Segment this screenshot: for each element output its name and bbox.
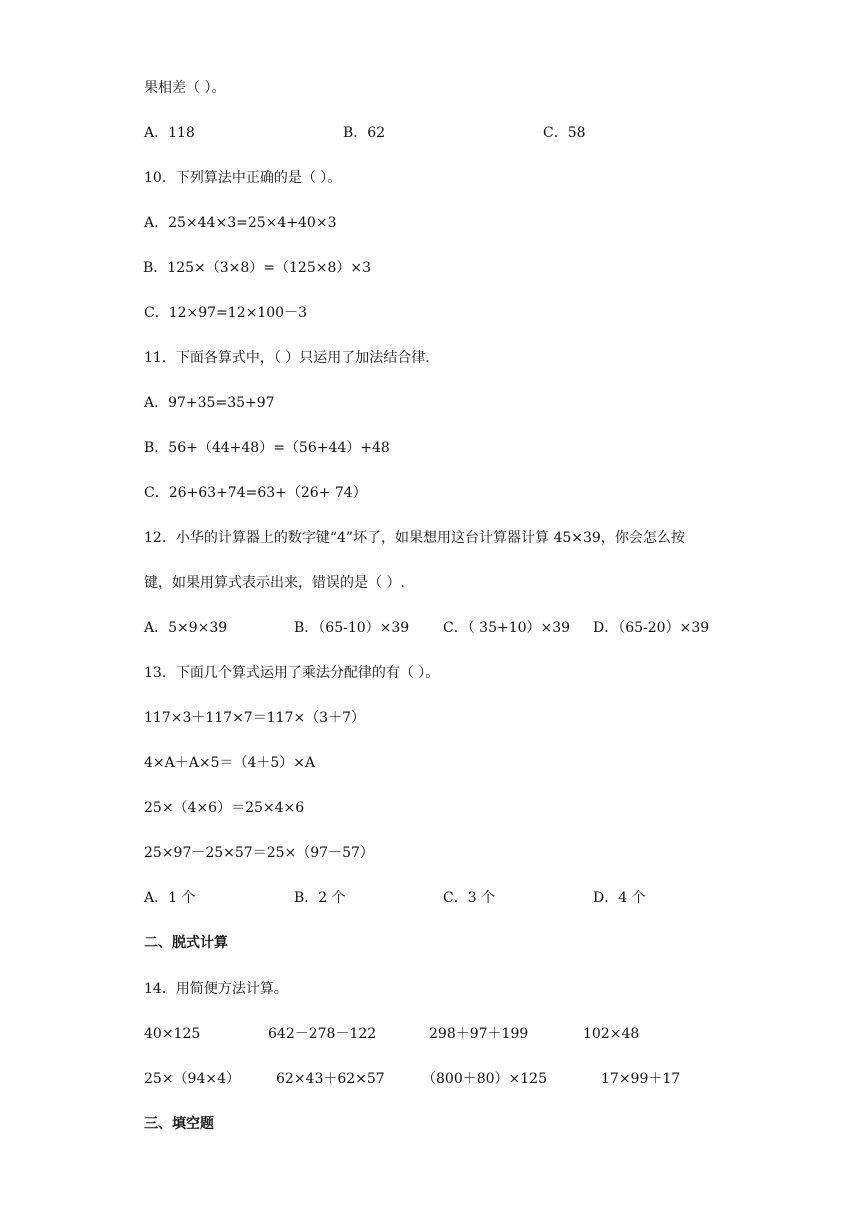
q13-expression-3: 25×（4×6）＝25×4×6 (144, 800, 305, 816)
q12-option-b: B．（65-10）×39 (294, 620, 410, 636)
section-heading-3: 三、填空题 (144, 1116, 214, 1132)
q13-expression-4: 25×97－25×57＝25×（97－57） (144, 845, 374, 861)
q11-stem: 11．下面各算式中，（ ）只运用了加法结合律． (144, 350, 440, 366)
q13-option-c: C．3 个 (443, 890, 496, 906)
q14-row2-item-1: 25×（94×4） (144, 1071, 240, 1087)
q14-row1-item-1: 40×125 (144, 1026, 201, 1042)
q13-expression-1: 117×3＋117×7＝117×（3＋7） (144, 710, 365, 726)
q9-option-b: B．62 (343, 125, 386, 141)
q11-option-a: A．97+35=35+97 (144, 395, 275, 411)
q14-row2-item-2: 62×43＋62×57 (276, 1071, 385, 1087)
q10-option-c: C．12×97=12×100－3 (144, 305, 307, 321)
q12-option-c: C．（ 35+10）×39 (443, 620, 571, 636)
q14-stem: 14．用简便方法计算。 (144, 981, 288, 997)
q10-option-b: B．125×（3×8）=（125×8）×3 (143, 260, 372, 276)
q13-option-b: B．2 个 (294, 890, 346, 906)
q12-option-a: A．5×9×39 (144, 620, 228, 636)
q13-stem: 13．下面几个算式运用了乘法分配律的有（ ）。 (144, 665, 440, 681)
q12-stem-line2: 键，如果用算式表示出来，错误的是（ ）. (144, 575, 405, 591)
q14-row2-item-4: 17×99＋17 (601, 1071, 681, 1087)
q10-stem: 10．下列算法中正确的是（ ）。 (144, 170, 342, 186)
q11-option-b: B．56+（44+48）=（56+44）+48 (144, 440, 390, 456)
q9-option-c: C．58 (543, 125, 586, 141)
q9-stem-tail: 果相差（ ）。 (144, 80, 226, 96)
q11-option-c: C．26+63+74=63+（26+ 74） (144, 485, 367, 501)
q14-row1-item-4: 102×48 (583, 1026, 640, 1042)
q12-option-d: D．（65-20）×39 (593, 620, 710, 636)
section-heading-2: 二、脱式计算 (144, 935, 228, 951)
q14-row1-item-3: 298＋97＋199 (429, 1026, 529, 1042)
q12-stem-line1: 12．小华的计算器上的数字键“4”坏了，如果想用这台计算器计算 45×39，你会怎么按 (144, 530, 685, 546)
q14-row1-item-2: 642－278－122 (268, 1026, 377, 1042)
q14-row2-item-3: （800＋80）×125 (422, 1071, 547, 1087)
q13-option-a: A．1 个 (144, 890, 196, 906)
q13-expression-2: 4×A＋A×5＝（4＋5）×A (144, 755, 316, 771)
q13-option-d: D．4 个 (593, 890, 646, 906)
q9-option-a: A．118 (144, 125, 195, 141)
q10-option-a: A．25×44×3=25×4+40×3 (144, 215, 337, 231)
